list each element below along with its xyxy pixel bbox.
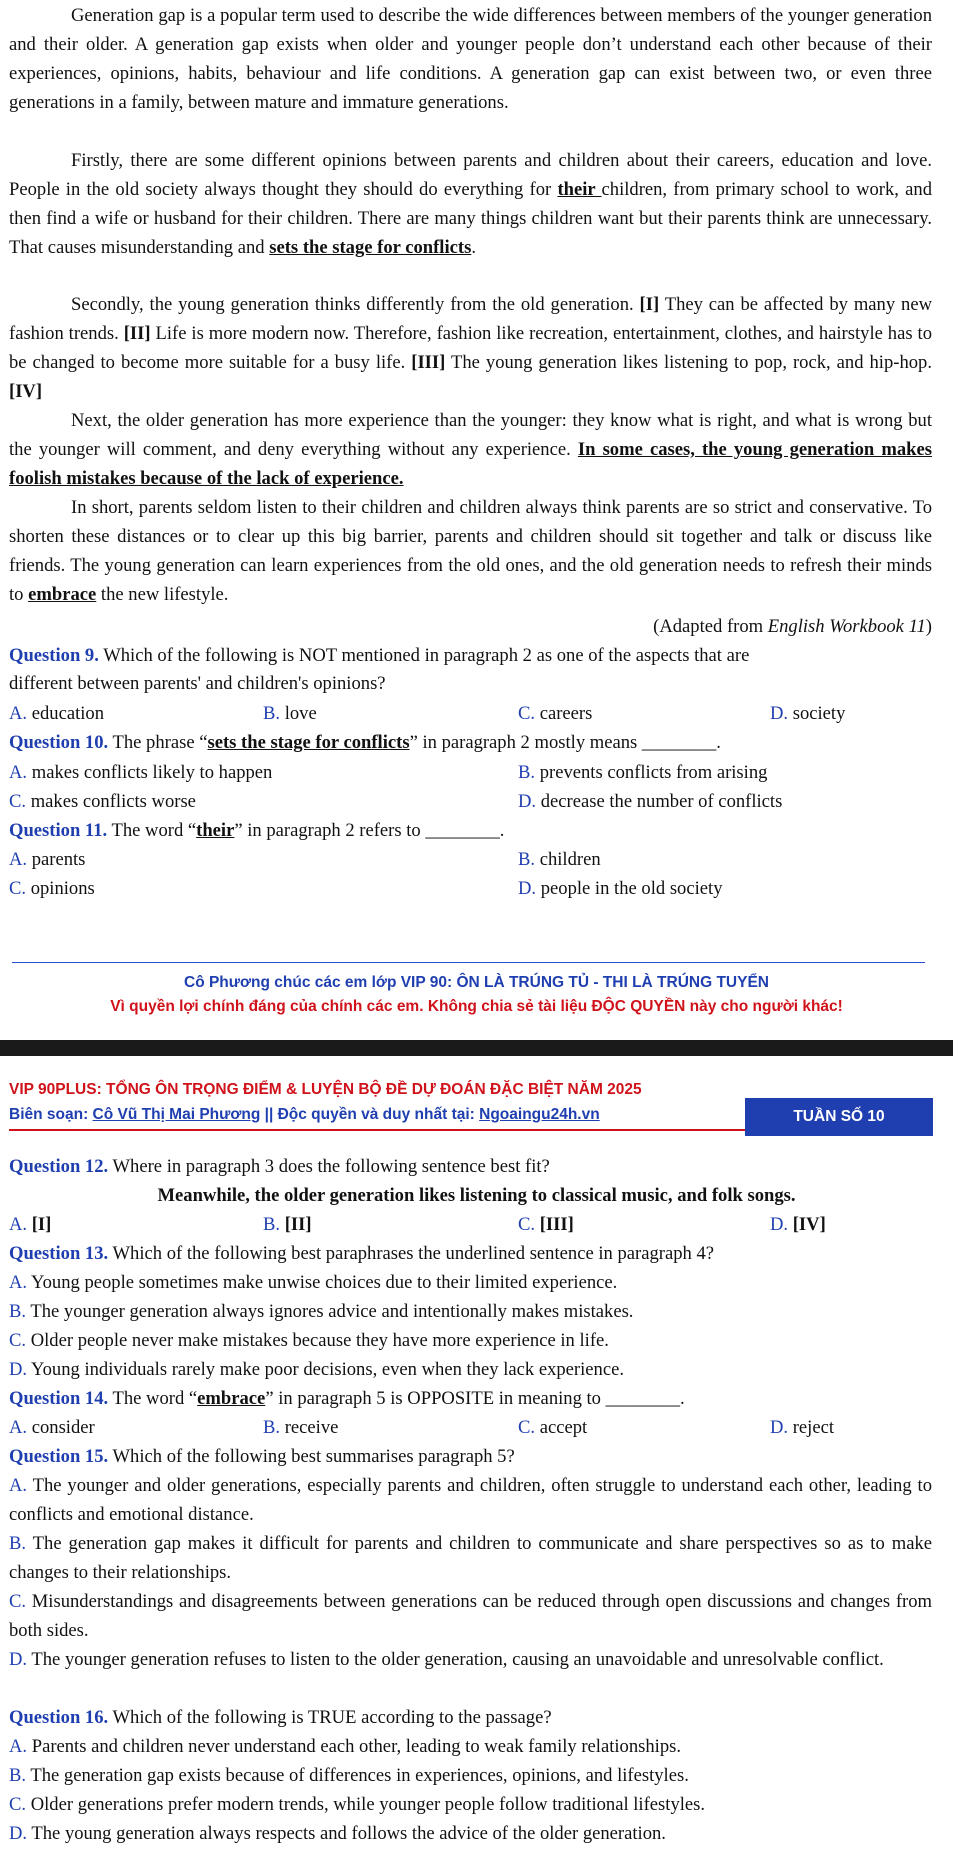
underlined-sentence: In some cases, the young generation makes foolish mistakes because of the lack of experience. — [9, 438, 932, 489]
passage-paragraph-1: Generation gap is a popular term used to describe the wide differences between members of the younger generation and their older. A generation gap exists when older and younger people don’t understand each other because of their experiences, opinions, habits, behaviour and life conditions. A generation gap can exist between two, or even three generations in a family, between mature and immature generations. — [9, 5, 932, 113]
q14-option-c[interactable]: C. accept — [518, 1417, 588, 1438]
q14-option-b[interactable]: B. receive — [263, 1417, 339, 1438]
q12-option-b[interactable]: B. [II] — [263, 1214, 312, 1235]
header-rule — [9, 1129, 745, 1131]
header-byline: Biên soạn: Cô Vũ Thị Mai Phương || Độc quyền và duy nhất tại: Ngoaingu24h.vn — [9, 1106, 600, 1123]
question-12: Question 12. Where in paragraph 3 does the following sentence best fit? — [9, 1156, 550, 1177]
question-16: Question 16. Which of the following is TRUE according to the passage? — [9, 1707, 552, 1728]
q12-option-a[interactable]: A. [I] — [9, 1214, 52, 1235]
passage-paragraph-3: Secondly, the young generation thinks differently from the old generation. [I] They can be affected by many new fashion trends. [II] Life is more modern now. Therefore, fashion like recreation, entertainment, clothes, and hairstyle has to be changed to become more suitable for a busy life. [III] The young generation likes listening to pop, rock, and hip-hop. [IV] — [9, 294, 933, 402]
page-break-bar — [0, 1040, 953, 1056]
q9-option-c[interactable]: C. careers — [518, 703, 593, 724]
q11-option-c[interactable]: C. opinions — [9, 878, 95, 899]
q13-option-a[interactable]: A. Young people sometimes make unwise choices due to their limited experience. — [9, 1272, 618, 1293]
q9-option-d[interactable]: D. society — [770, 703, 846, 724]
question-9: Question 9. Which of the following is NOT mentioned in paragraph 2 as one of the aspects that are — [9, 645, 750, 666]
underlined-embrace: embrace — [28, 583, 97, 605]
q10-option-c[interactable]: C. makes conflicts worse — [9, 791, 196, 812]
q14-option-a[interactable]: A. consider — [9, 1417, 95, 1438]
q11-option-b[interactable]: B. children — [518, 849, 601, 870]
q15-option-d[interactable]: D. The younger generation refuses to listen to the older generation, causing an unavoidable and unresolvable conflict. — [9, 1649, 884, 1670]
q16-option-b[interactable]: B. The generation gap exists because of differences in experiences, opinions, and lifestyles. — [9, 1765, 689, 1786]
question-13: Question 13. Which of the following best paraphrases the underlined sentence in paragraph 4? — [9, 1243, 714, 1264]
q12-sentence: Meanwhile, the older generation likes listening to classical music, and folk songs. — [157, 1185, 796, 1206]
site-link[interactable]: Ngoaingu24h.vn — [479, 1106, 600, 1123]
q10-option-d[interactable]: D. decrease the number of conflicts — [518, 791, 783, 812]
q13-option-d[interactable]: D. Young individuals rarely make poor decisions, even when they lack experience. — [9, 1359, 624, 1380]
q15-option-b[interactable]: B. The generation gap makes it difficult for parents and children to communicate and share perspectives so as to make changes to their relationships. — [9, 1533, 932, 1583]
q9-option-b[interactable]: B. love — [263, 703, 317, 724]
author-link[interactable]: Cô Vũ Thị Mai Phương — [92, 1106, 261, 1123]
question-15: Question 15. Which of the following best summarises paragraph 5? — [9, 1446, 515, 1467]
q11-option-d[interactable]: D. people in the old society — [518, 878, 723, 899]
passage-paragraph-2: Firstly, there are some different opinions between parents and children about their careers, education and love. People in the old society always thought they should do everything for their children, from primary school to work, and then find a wife or husband for their children. There are many things children want but their parents think are unnecessary. That causes misunderstanding and sets the stage for conflicts. — [9, 150, 932, 258]
passage-paragraph-5: In short, parents seldom listen to their children and children always think parents are so strict and conservative. To shorten these distances or to clear up this big barrier, parents and children should sit together and talk or discuss like friends. The young generation can learn experiences from the old ones, and the old generation needs to refresh their minds to embrace the new lifestyle. — [9, 497, 932, 605]
q11-option-a[interactable]: A. parents — [9, 849, 86, 870]
question-11: Question 11. The word “their” in paragraph 2 refers to ________. — [9, 820, 505, 841]
q9-option-a[interactable]: A. education — [9, 703, 105, 724]
q16-option-c[interactable]: C. Older generations prefer modern trends, while younger people follow traditional lifestyles. — [9, 1794, 706, 1815]
q15-option-c[interactable]: C. Misunderstandings and disagreements between generations can be reduced through open discussions and changes from both sides. — [9, 1591, 932, 1641]
q16-option-a[interactable]: A. Parents and children never understand each other, leading to weak family relationships. — [9, 1736, 682, 1757]
q10-option-a[interactable]: A. makes conflicts likely to happen — [9, 762, 273, 783]
q16-option-d[interactable]: D. The young generation always respects and follows the advice of the older generation. — [9, 1823, 666, 1844]
q14-option-d[interactable]: D. reject — [770, 1417, 835, 1438]
q13-option-c[interactable]: C. Older people never make mistakes because they have more experience in life. — [9, 1330, 609, 1351]
question-9-cont: different between parents' and children's opinions? — [9, 673, 386, 694]
question-14: Question 14. The word “embrace” in paragraph 5 is OPPOSITE in meaning to ________. — [9, 1388, 685, 1409]
footer-rule — [12, 962, 925, 963]
q12-option-d[interactable]: D. [IV] — [770, 1214, 826, 1235]
passage-paragraph-4: Next, the older generation has more experience than the younger: they know what is right, and what is wrong but the younger will comment, and deny everything without any experience. In some cases, the young generation makes foolish mistakes because of the lack of experience. — [9, 410, 932, 489]
footer-promo-line-2: Vì quyền lợi chính đáng của chính các em. Không chia sẻ tài liệu ĐỘC QUYỀN này cho người khác! — [110, 998, 843, 1015]
footer-promo-line-1: Cô Phương chúc các em lớp VIP 90: ÔN LÀ TRÚNG TỦ - THI LÀ TRÚNG TUYỂN — [184, 974, 769, 991]
q10-option-b[interactable]: B. prevents conflicts from arising — [518, 762, 768, 783]
q12-option-c[interactable]: C. [III] — [518, 1214, 574, 1235]
week-badge: TUẦN SỐ 10 — [745, 1098, 933, 1136]
question-10: Question 10. The phrase “sets the stage for conflicts” in paragraph 2 mostly means ________. — [9, 732, 721, 753]
underlined-their: their — [557, 178, 602, 200]
q15-option-a[interactable]: A. The younger and older generations, especially parents and children, often struggle to understand each other, leading to conflicts and emotional distance. — [9, 1475, 932, 1525]
header-title: VIP 90PLUS: TỔNG ÔN TRỌNG ĐIỂM & LUYỆN BỘ ĐỀ DỰ ĐOÁN ĐẶC BIỆT NĂM 2025 — [9, 1081, 642, 1098]
underlined-sets-the-stage: sets the stage for conflicts — [269, 236, 472, 258]
q13-option-b[interactable]: B. The younger generation always ignores advice and intentionally makes mistakes. — [9, 1301, 634, 1322]
passage-source: (Adapted from English Workbook 11) — [653, 616, 932, 637]
